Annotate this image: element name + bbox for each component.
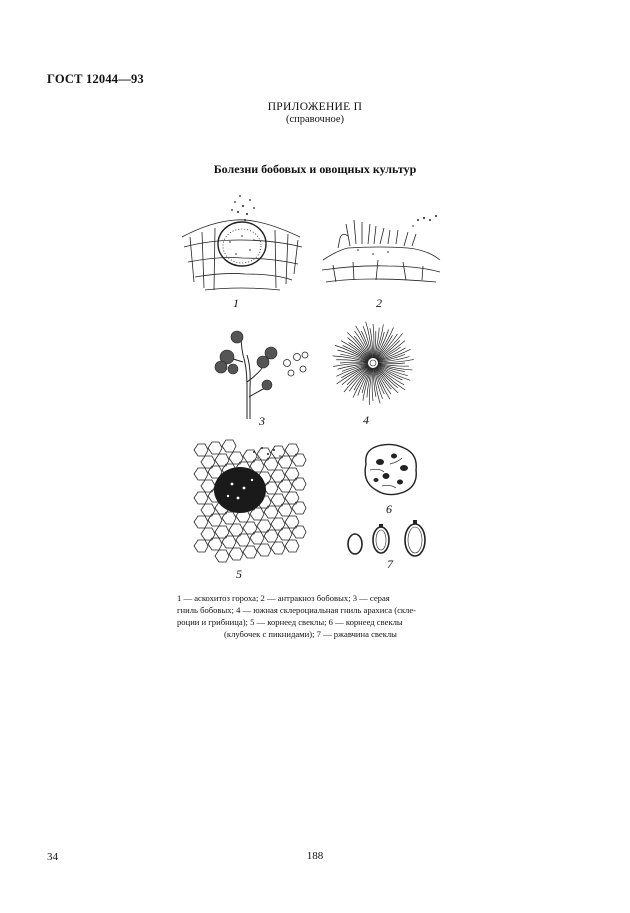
illustration-7-rust-spores [345,518,435,560]
figure-title: Болезни бобовых и овощных культур [213,162,417,176]
figure-label-1: 1 [233,296,239,310]
page-number-left: 34 [47,851,58,863]
appendix-title: ПРИЛОЖЕНИЕ П [267,101,363,113]
figure-label-2: 2 [376,296,382,310]
appendix-subtitle: (справочное) [286,114,344,125]
illustration-3-grey-mould [207,327,317,422]
caption-line: гниль бобовых; 4 — южная склероциальная гниль арахиса (скле- [177,605,417,615]
figure-label-6: 6 [386,502,392,516]
figure-caption [177,592,444,640]
caption-line: (клубочек с пикнидами); 7 — ржавчина свеклы [224,629,397,639]
document-code: ГОСТ 12044—93 [47,72,144,86]
figure-label-3: 3 [259,414,265,428]
page-number-center: 188 [306,850,324,862]
figure-label-7: 7 [387,557,393,571]
illustration-2-anthracnose [318,210,443,290]
figure-label-4: 4 [363,413,369,427]
figure-label-5: 5 [236,567,242,581]
illustration-5-root-rot [192,440,302,555]
caption-line: роции и грибница); 5 — корнеед свеклы; 6 — корнеед свеклы [177,617,403,627]
illustration-6-seed-cluster [360,442,422,497]
caption-line: 1 — аскохитоз гороха; 2 — антракноз бобовых; 3 — серая [177,593,390,603]
illustration-1-ascochyta [180,192,305,297]
illustration-4-southern-blight [328,318,418,408]
